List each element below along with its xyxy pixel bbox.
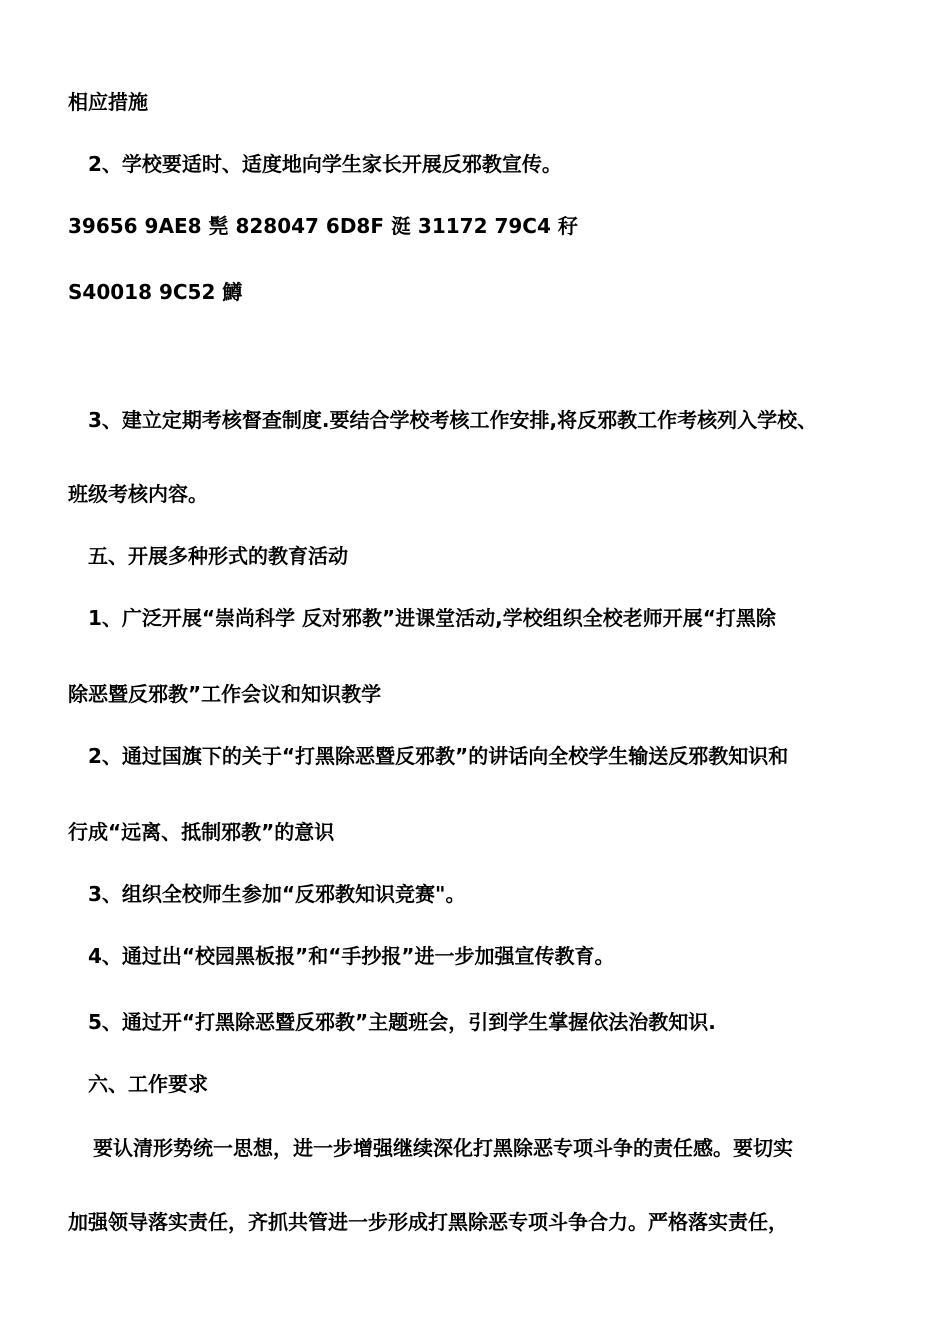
text-line-activity-2: 2、通过国旗下的关于“打黑除恶暨反邪教”的讲话向全校学生输送反邪教知识和 [88,744,789,768]
text-line-code-2: S40018 9C52 鱒 [68,280,243,304]
text-line-item-3-assessment: 3、建立定期考核督查制度.要结合学校考核工作安排,将反邪教工作考核列入学校、 [88,408,818,432]
section-heading-six: 六、工作要求 [88,1072,208,1096]
text-line-activity-4: 4、通过出“校园黑板报”和“手抄报”进一步加强宣传教育。 [88,944,615,968]
text-line-code-1: 39656 9AE8 髨 828047 6D8F 涏 31172 79C4 秄 [68,214,578,238]
section-heading-five: 五、开展多种形式的教育活动 [88,544,348,568]
text-line-activity-3: 3、组织全校师生参加“反邪教知识竞赛"。 [88,882,466,906]
text-line-activity-2-cont: 行成“远离、抵制邪教”的意识 [68,820,335,844]
text-line-requirements-2: 加强领导落实责任，齐抓共管进一步形成打黑除恶专项斗争合力。严格落实责任， [68,1210,788,1234]
text-line-activity-1: 1、广泛开展“崇尚科学 反对邪教”进课堂活动,学校组织全校老师开展“打黑除 [88,606,776,630]
text-line-activity-1-cont: 除恶暨反邪教”工作会议和知识教学 [68,682,382,706]
text-line-assessment-cont: 班级考核内容。 [68,482,208,506]
text-line-requirements-1: 要认清形势统一思想，进一步增强继续深化打黑除恶专项斗争的责任感。要切实 [93,1136,793,1160]
text-line-measures: 相应措施 [68,90,148,114]
text-line-item-2-parents: 2、学校要适时、适度地向学生家长开展反邪教宣传。 [88,152,562,176]
text-line-activity-5: 5、通过开“打黑除恶暨反邪教”主题班会，引到学生掌握依法治教知识. [88,1010,716,1034]
